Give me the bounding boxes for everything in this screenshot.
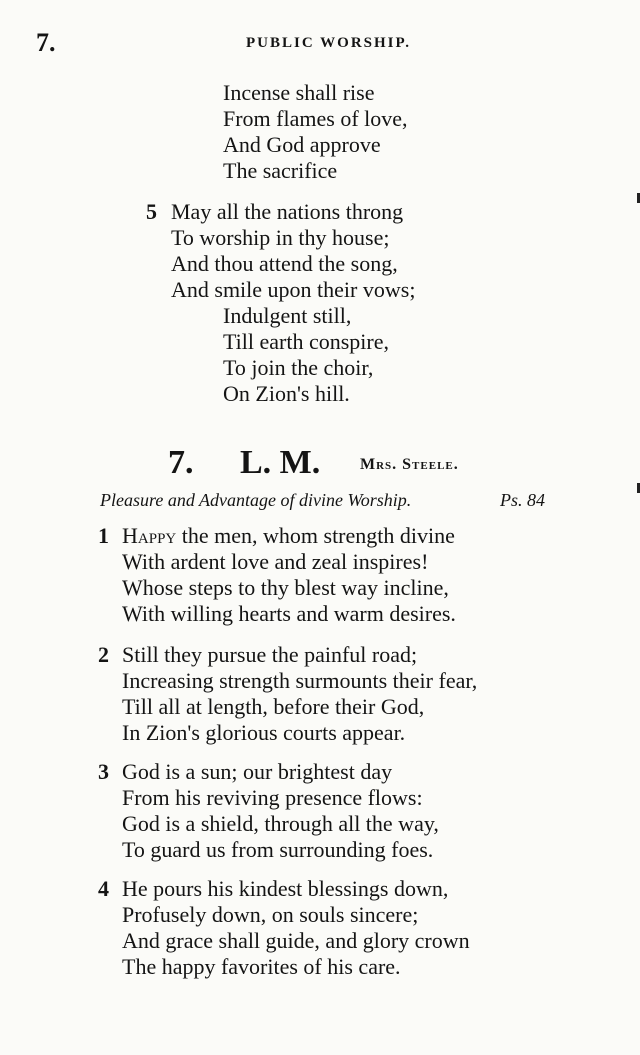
verse-line: To worship in thy house; <box>171 225 390 250</box>
verse-line: With willing hearts and warm desires. <box>122 601 456 626</box>
verse-line: He pours his kindest blessings down, <box>122 876 449 901</box>
verse-line: And thou attend the song, <box>171 251 398 276</box>
verse-line: To guard us from surrounding foes. <box>122 837 434 862</box>
stanza-number: 3 <box>98 759 109 784</box>
running-title: PUBLIC WORSHIP. <box>246 35 412 51</box>
stanza-number: 2 <box>98 642 109 667</box>
verse-line <box>122 523 455 549</box>
verse-line: From his reviving presence flows: <box>122 785 423 810</box>
verse-line: Till all at length, before their God, <box>122 694 425 719</box>
verse-line: In Zion's glorious courts appear. <box>122 720 406 745</box>
verse-line: Indulgent still, <box>223 303 352 328</box>
hymn-number: 7. <box>168 444 194 481</box>
verse-line: The sacrifice <box>223 158 338 183</box>
verse-line: Increasing strength surmounts their fear, <box>122 668 478 693</box>
verse-line: On Zion's hill. <box>223 381 350 406</box>
page-number: 7. <box>36 28 56 57</box>
verse-line: Till earth conspire, <box>223 329 389 354</box>
verse-line: And God approve <box>223 132 381 157</box>
verse-line: Incense shall rise <box>223 80 375 105</box>
verse-line-rest: the men, whom strength divine <box>176 523 455 548</box>
hymn-meter: L. M. <box>240 444 321 481</box>
stanza-number: 1 <box>98 523 109 548</box>
drop-word: Happy <box>122 523 177 548</box>
verse-line: To join the choir, <box>223 355 374 380</box>
verse-line: Still they pursue the painful road; <box>122 642 418 667</box>
verse-line: May all the nations throng <box>171 199 404 224</box>
verse-line: From flames of love, <box>223 106 408 131</box>
verse-line: And grace shall guide, and glory crown <box>122 928 470 953</box>
stanza-number: 5 <box>146 199 157 224</box>
hymn-author: Mrs. Steele. <box>360 456 459 473</box>
stanza-number: 4 <box>98 876 109 901</box>
scripture-reference: Ps. 84 <box>500 490 545 510</box>
hymn-subtitle: Pleasure and Advantage of divine Worship. <box>100 490 412 510</box>
verse-line: God is a sun; our brightest day <box>122 759 393 784</box>
verse-line: With ardent love and zeal inspires! <box>122 549 429 574</box>
verse-line: Whose steps to thy blest way incline, <box>122 575 449 600</box>
verse-line: The happy favorites of his care. <box>122 954 401 979</box>
verse-line: God is a shield, through all the way, <box>122 811 439 836</box>
verse-line: Profusely down, on souls sincere; <box>122 902 419 927</box>
verse-line: And smile upon their vows; <box>171 277 416 302</box>
